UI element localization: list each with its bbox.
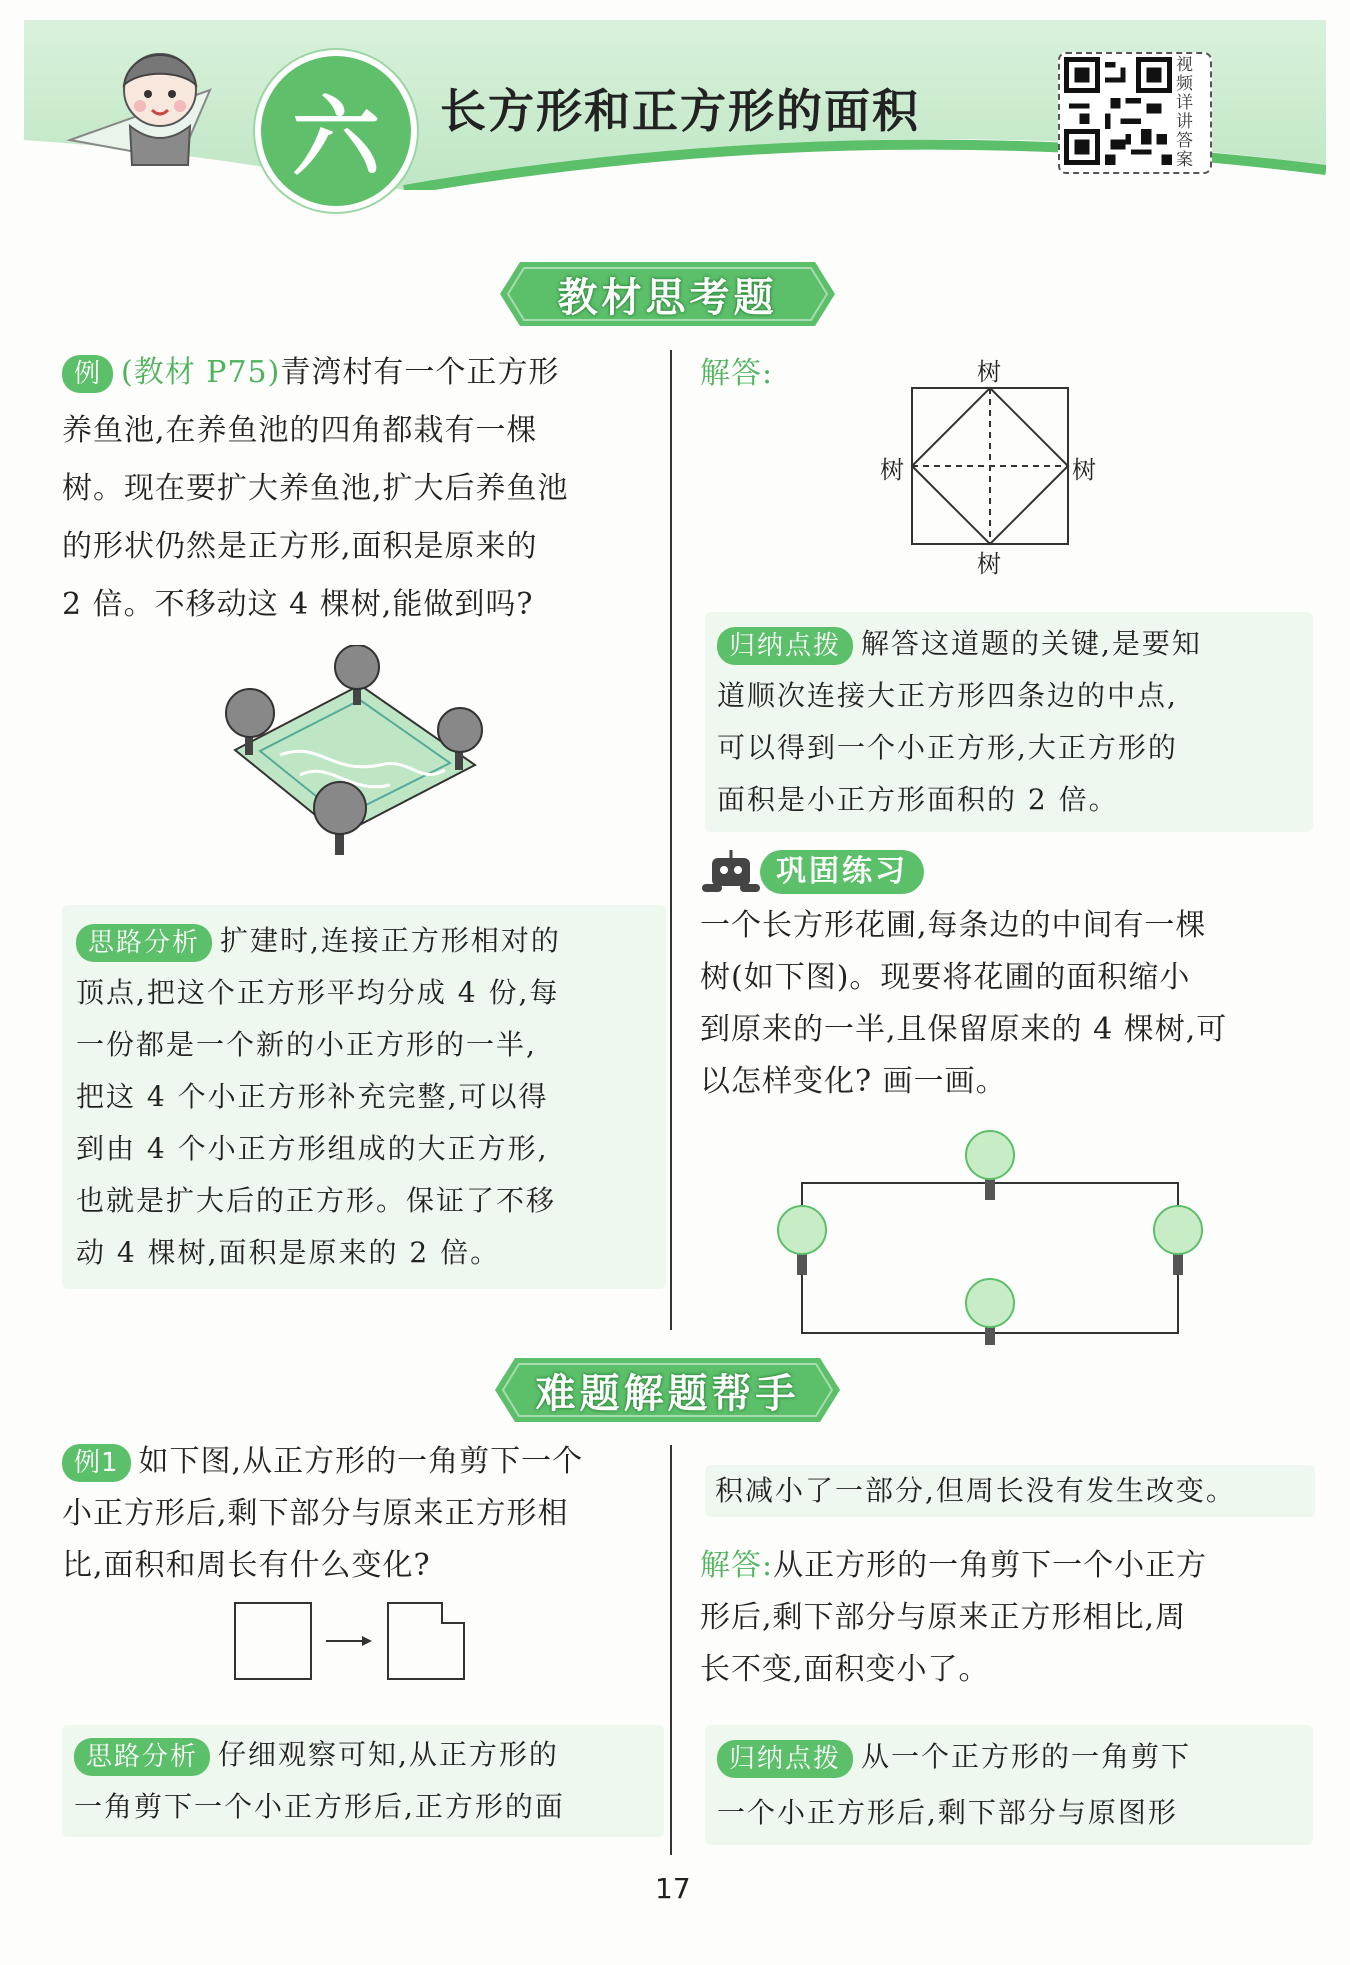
- example-tag: 例: [62, 355, 113, 393]
- cut-square-diagram: [230, 1598, 475, 1683]
- example-line: 2 倍。不移动这 4 棵树,能做到吗?: [62, 587, 534, 622]
- summary-line: 可以得到一个小正方形,大正方形的: [717, 731, 1178, 764]
- section-title: 难题解题帮手: [535, 1370, 800, 1417]
- practice-line: 以怎样变化? 画一画。: [700, 1064, 1007, 1099]
- analysis-box: 思路分析 扩建时,连接正方形相对的 顶点,把这个正方形平均分成 4 份,每 一份都是一个新的小正方形的一半, 把这 4 个小正方形补充完整,可以得 到由 4 个小正方形组成的大正方形, 也就是扩大后的正方形。保证了不移 动 4 棵树,面积是原来的 2 倍。: [62, 905, 666, 1289]
- fish-pond-illustration: [210, 645, 500, 860]
- summary-tag: 归纳点拨: [717, 627, 853, 665]
- practice-line: 一个长方形花圃,每条边的中间有一棵: [700, 908, 1207, 943]
- qr-code-icon[interactable]: [1064, 57, 1172, 165]
- example-problem: [62, 344, 652, 634]
- qr-caption: 视频详讲答案: [1176, 55, 1193, 170]
- analysis-line: 到由 4 个小正方形组成的大正方形,: [76, 1132, 549, 1165]
- chapter-number-badge: [255, 50, 417, 212]
- summary2-box: 归纳点拨 从一个正方形的一角剪下 一个小正方形后,剩下部分与原图形: [705, 1725, 1313, 1845]
- example1-line: 小正方形后,剩下部分与原来正方形相: [62, 1496, 569, 1531]
- analysis-line: 动 4 棵树,面积是原来的 2 倍。: [76, 1236, 501, 1269]
- practice-line: 到原来的一半,且保留原来的 4 棵树,可: [700, 1012, 1228, 1047]
- analysis-tag: 思路分析: [76, 924, 212, 962]
- section-header-textbook: [500, 262, 835, 326]
- answer2-label: 解答:: [700, 1548, 774, 1583]
- page-number: 17: [655, 1872, 691, 1905]
- example-line-1: 例 (教材 P75)青湾村有一个正方形: [62, 344, 652, 402]
- practice-line: 树(如下图)。现要将花圃的面积缩小: [700, 960, 1191, 995]
- example-line: 树。现在要扩大养鱼池,扩大后养鱼池: [62, 471, 569, 506]
- example1-line: 比,面积和周长有什么变化?: [62, 1548, 431, 1583]
- chapter-number: 六: [291, 86, 380, 189]
- analysis-line: 一份都是一个新的小正方形的一半,: [76, 1028, 537, 1061]
- flower-bed-diagram: [770, 1115, 1210, 1345]
- column-divider: [670, 1445, 672, 1855]
- summary-box: 归纳点拨 解答这道题的关键,是要知 道顺次连接大正方形四条边的中点, 可以得到一个小正方形,大正方形的 面积是小正方形面积的 2 倍。: [705, 612, 1313, 832]
- example-source: (教材 P75): [121, 355, 281, 390]
- analysis-line: 顶点,把这个正方形平均分成 4 份,每: [76, 976, 560, 1009]
- tree-label-right: 树: [1072, 456, 1096, 484]
- analysis-line: 也就是扩大后的正方形。保证了不移: [76, 1184, 557, 1217]
- summary2-line: 一个小正方形后,剩下部分与原图形: [717, 1796, 1178, 1829]
- practice-title: 巩固练习: [760, 850, 924, 894]
- chapter-title: 长方形和正方形的面积: [440, 84, 920, 138]
- tree-label-bottom: 树: [977, 550, 1001, 578]
- example-line: 养鱼池,在养鱼池的四角都栽有一棵: [62, 413, 538, 448]
- mascot-illustration: [60, 30, 250, 180]
- summary-line: 面积是小正方形面积的 2 倍。: [717, 783, 1119, 816]
- practice-text: [700, 900, 1300, 1108]
- analysis2-line: 一角剪下一个小正方形后,正方形的面: [74, 1790, 565, 1823]
- example1-problem: 例1 如下图,从正方形的一角剪下一个 小正方形后,剩下部分与原来正方形相 比,面积和周长有什么变化?: [62, 1436, 662, 1592]
- robot-icon: [700, 850, 762, 896]
- analysis2-box: 思路分析 仔细观察可知,从正方形的 一角剪下一个小正方形后,正方形的面: [62, 1725, 664, 1837]
- example1-tag: 例1: [62, 1444, 131, 1482]
- tree-label-left: 树: [880, 456, 904, 484]
- section-title: 教材思考题: [557, 274, 778, 321]
- answer2-line: 形后,剩下部分与原来正方形相比,周: [700, 1600, 1187, 1635]
- tree-label-top: 树: [977, 358, 1001, 386]
- analysis2-tag: 思路分析: [74, 1738, 210, 1776]
- summary2-tag: 归纳点拨: [717, 1740, 853, 1778]
- section-header-hard: [495, 1358, 840, 1422]
- analysis-line: 把这 4 个小正方形补充完整,可以得: [76, 1080, 549, 1113]
- answer2: 解答:从正方形的一角剪下一个小正方 形后,剩下部分与原来正方形相比,周 长不变,面积变小了。: [700, 1540, 1300, 1696]
- column-divider: [670, 350, 672, 1330]
- answer2-line: 长不变,面积变小了。: [700, 1652, 990, 1687]
- summary-line: 道顺次连接大正方形四条边的中点,: [717, 679, 1178, 712]
- example-line: 的形状仍然是正方形,面积是原来的: [62, 529, 538, 564]
- answer-label: 解答:: [700, 356, 774, 391]
- continued-analysis: 积减小了一部分,但周长没有发生改变。: [705, 1465, 1315, 1517]
- tree-icon: [966, 1131, 1014, 1200]
